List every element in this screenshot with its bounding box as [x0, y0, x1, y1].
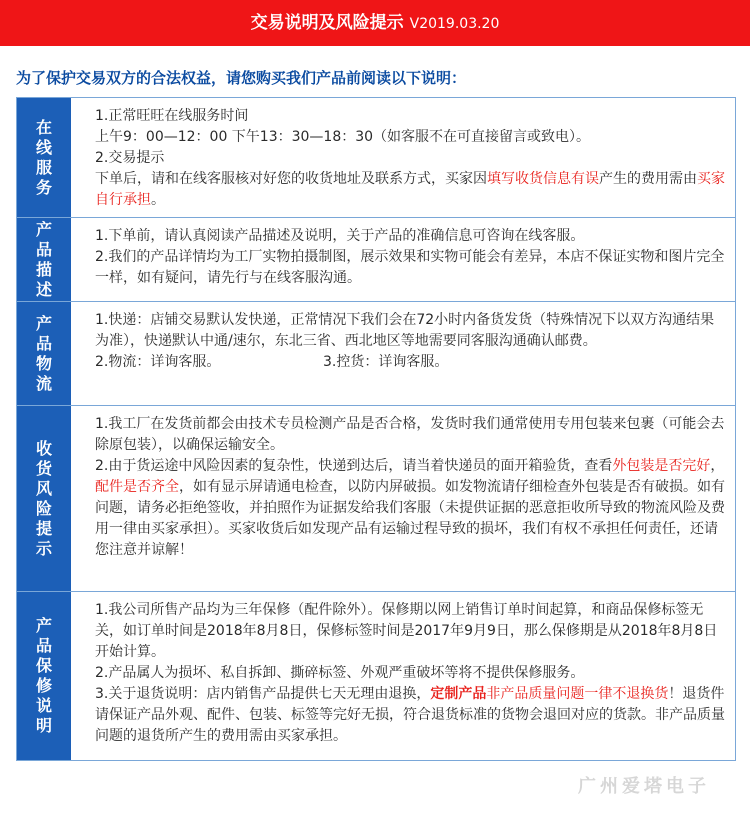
highlight-text: 非产品质量问题一律不退换货: [486, 686, 669, 702]
section-content: 1.快递：店铺交易默认发快递，正常情况下我们会在72小时内备货发货（特殊情况下以双方沟通结果为准），快递默认中通/速尔，东北三省、西北地区等地需要同客服沟通确认邮费。 2.物流：详询客服。 3.控货：详询客服。: [95, 312, 715, 370]
highlight-text: 填写收货信息有误: [487, 171, 599, 187]
section-label: 产品描述: [17, 218, 71, 301]
section-label: 在线服务: [17, 98, 71, 217]
intro-text: 为了保护交易双方的合法权益，请您购买我们产品前阅读以下说明：: [16, 69, 467, 87]
section-label: 产品物流: [17, 302, 71, 405]
section-logistics: [17, 302, 735, 406]
highlight-text: 买家自行承担: [95, 171, 725, 208]
section-online-service: [17, 98, 735, 218]
highlight-text: 外包装是否完好: [612, 458, 711, 474]
section-product-description: [17, 218, 735, 302]
section-content: 1.我公司所售产品均为三年保修（配件除外）。保修期以网上销售订单时间起算，和商品保修标签无关，如订单时间是2018年8月8日，保修标签时间是2017年9月9日，那么保修期是从2018年8月8日开始计算。 2.产品属人为损坏、私自拆卸、撕碎标签、外观严重破坏等将不提供保修服务。 3.关于退货说明：店内销售产品提供七天无理由退换，定制产品非产品质量问题一律不退换货！退货件请保证产品外观、配件、包装、标签等完好无损，符合退货标准的货物会退回对应的货款。非产品质量问题的退货所产生的费用需由买家承担。: [95, 602, 725, 744]
section-content: 1.正常旺旺在线服务时间 上午9：00—12：00 下午13：30—18：30（如客服不在可直接留言或致电）。 2.交易提示 下单后，请和在线客服核对好您的收货地址及联系方式，买家因填写收货信息有误产生的费用需由买家自行承担。: [95, 108, 725, 208]
watermark-text: 广州爱塔电子: [578, 776, 710, 797]
page-title: 交易说明及风险提示: [250, 13, 404, 33]
page-header: [0, 0, 750, 46]
section-content: 1.我工厂在发货前都会由技术专员检测产品是否合格，发货时我们通常使用专用包装来包裹（可能会去除原包装），以确保运输安全。 2.由于货运途中风险因素的复杂性，快递到达后，请当着快递员的面开箱验货，查看外包装是否完好，配件是否齐全，如有显示屏请通电检查，以防内屏破损。如发物流请仔细检查外包装是否有破损。如有问题，请务必拒绝签收，并拍照作为证据发给我们客服（未提供证据的恶意拒收所导致的物流风险及费用一律由买家承担）。买家收货后如发现产品有运输过程导致的损坏，我们有权不承担任何责任，还请您注意并谅解！: [95, 416, 725, 558]
section-delivery-risk: [17, 406, 735, 592]
section-label: 收货风险提示: [17, 406, 71, 591]
info-table: [16, 97, 736, 761]
highlight-text: 定制产品: [430, 686, 487, 702]
highlight-text: 配件是否齐全: [95, 479, 179, 495]
section-warranty: [17, 592, 735, 760]
section-label: 产品保修说明: [17, 592, 71, 760]
section-content: 1.下单前，请认真阅读产品描述及说明，关于产品的准确信息可咨询在线客服。 2.我们的产品详情均为工厂实物拍摄制图，展示效果和实物可能会有差异，本店不保证实物和图片完全一样，如有疑问，请先行与在线客服沟通。: [95, 228, 725, 286]
version-label: V2019.03.20: [409, 16, 500, 32]
